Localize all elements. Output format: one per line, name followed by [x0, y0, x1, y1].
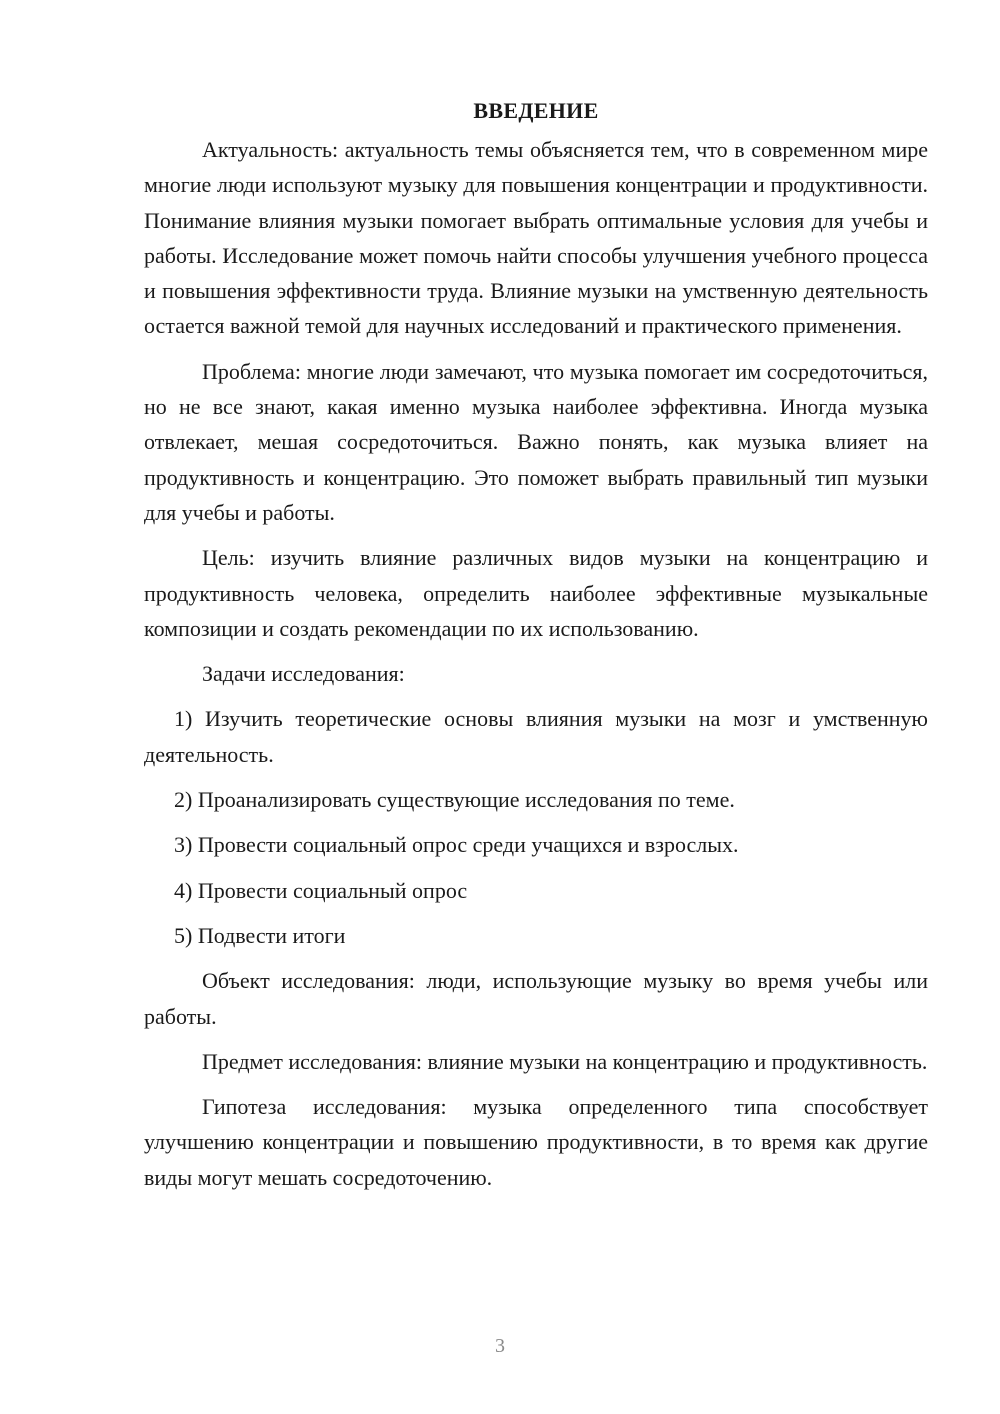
- problem-paragraph: Проблема: многие люди замечают, что музыка помогает им сосредоточиться, но не все знают, какая именно музыка наиболее эффективна. Иногда музыка отвлекает, мешая сосредоточиться. Важно понять, как музыка влияет на продуктивность и концентрацию. Это поможет выбрать правильный тип музыки для учебы и работы.: [144, 358, 928, 525]
- subject-paragraph: Предмет исследования: влияние музыки на концентрацию и продуктивность.: [202, 1048, 928, 1074]
- goal-paragraph: Цель: изучить влияние различных видов музыки на концентрацию и продуктивность человека, определить наиболее эффективные музыкальные композиции и создать рекомендации по их использованию.: [144, 545, 928, 641]
- relevance-paragraph: Актуальность: актуальность темы объясняется тем, что в современном мире многие люди используют музыку для повышения концентрации и продуктивности. Понимание влияния музыки помогает выбрать оптимальные условия для учебы и работы. Исследование может помочь найти способы улучшения учебного процесса и повышения эффективности труда. Влияние музыки на умственную деятельность остается важной темой для научных исследований и практического применения.: [144, 137, 928, 339]
- page-number: 3: [495, 1335, 505, 1357]
- document-page: [144, 96, 928, 1205]
- hypothesis-paragraph: Гипотеза исследования: музыка определенного типа способствует улучшению концентрации и повышению продуктивности, в то время как другие виды могут мешать сосредоточению.: [144, 1094, 928, 1190]
- task-item-4: 4) Провести социальный опрос: [174, 877, 468, 903]
- task-item-3: 3) Провести социальный опрос среди учащихся и взрослых.: [174, 832, 739, 858]
- task-item-5: 5) Подвести итоги: [174, 922, 346, 948]
- task-item-2: 2) Проанализировать существующие исследования по теме.: [174, 787, 735, 813]
- object-paragraph: Объект исследования: люди, использующие музыку во время учебы или работы.: [144, 968, 928, 1029]
- tasks-heading: Задачи исследования:: [202, 661, 405, 687]
- task-item-1: 1) Изучить теоретические основы влияния музыки на мозг и умственную деятельность.: [144, 706, 928, 767]
- page-title: ВВЕДЕНИЕ: [473, 98, 599, 123]
